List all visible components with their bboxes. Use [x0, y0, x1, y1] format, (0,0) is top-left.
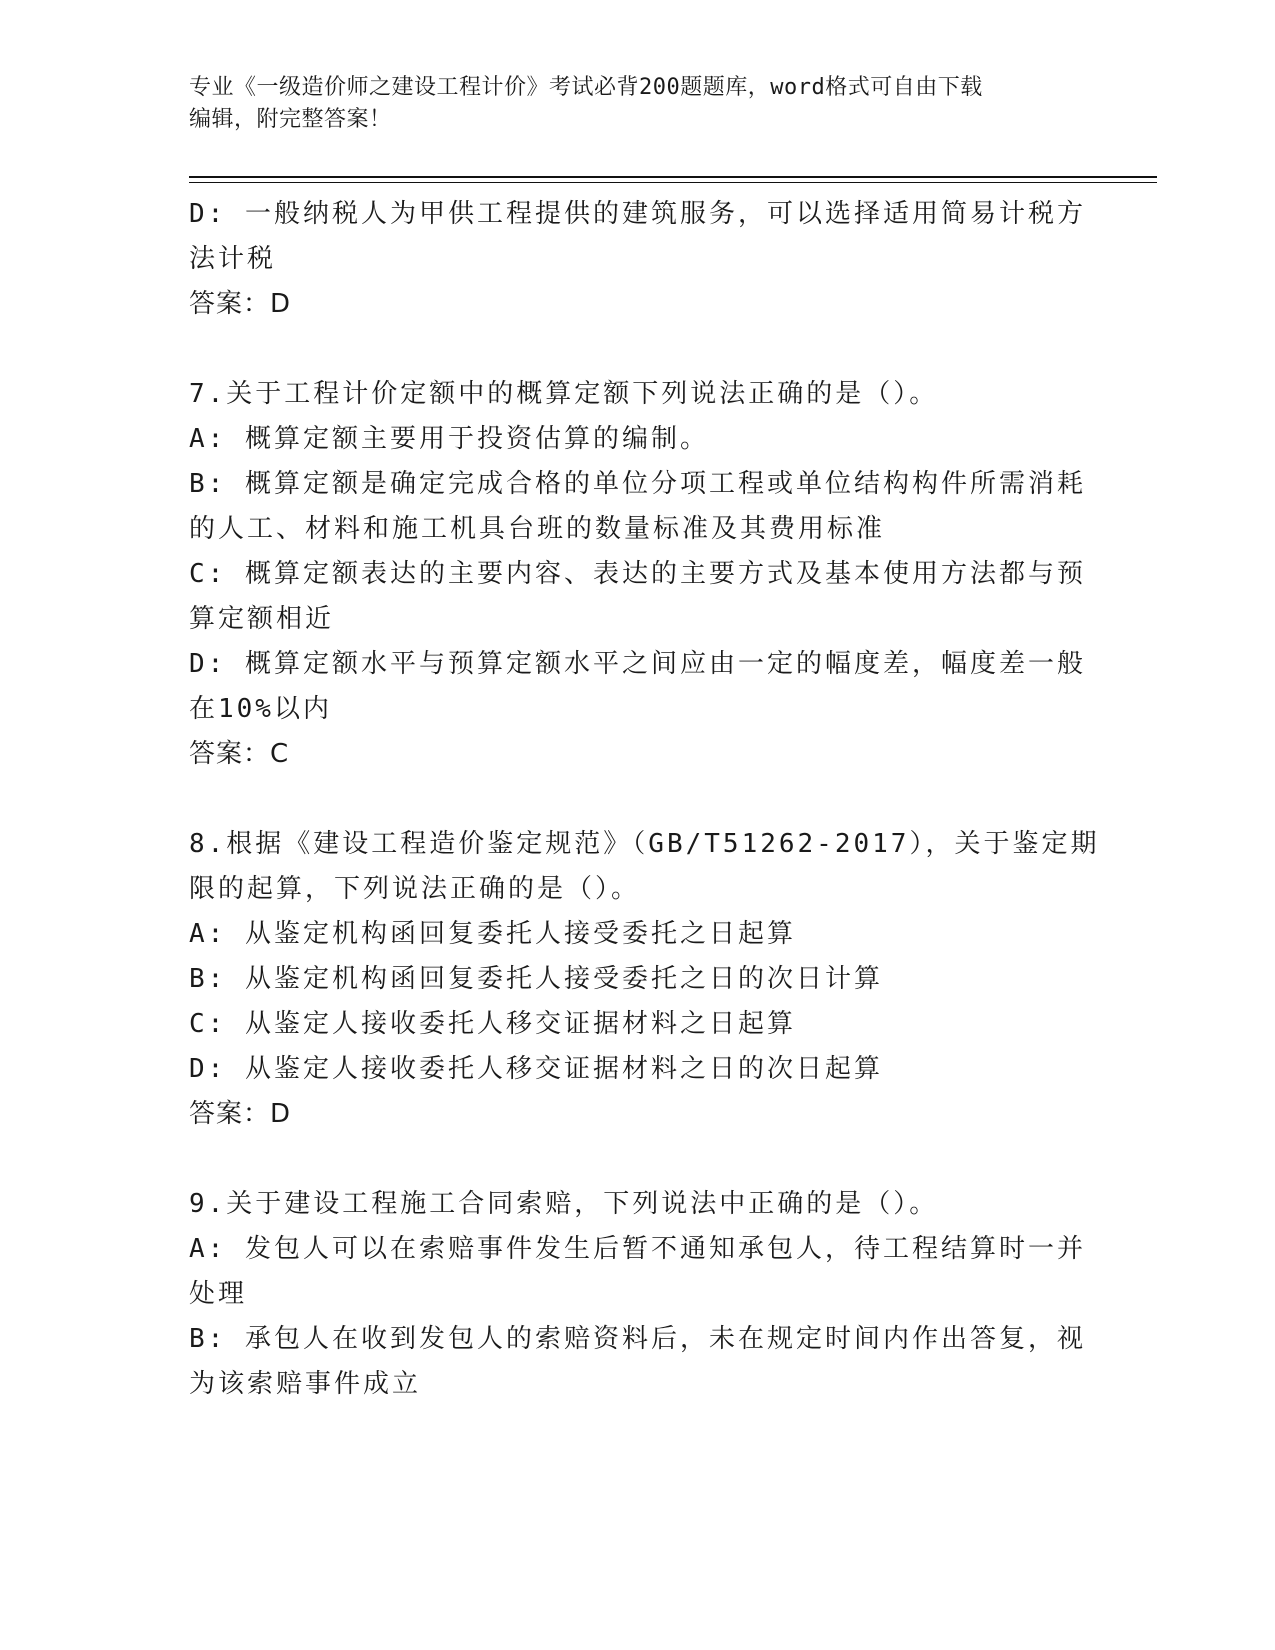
option-line: C: 从鉴定人接收委托人移交证据材料之日起算: [189, 1009, 796, 1039]
question-stem-line: 限的起算，下列说法正确的是（）。: [189, 874, 641, 904]
prev-question: [189, 192, 1086, 327]
option-line: 处理: [189, 1279, 248, 1309]
question-block: [189, 822, 1100, 1137]
question-block: [189, 1182, 1086, 1407]
header-rule-thin: [189, 182, 1157, 183]
header-line-2: 编辑，附完整答案！: [189, 107, 392, 132]
header-line-1: 专业《一级造价师之建设工程计价》考试必背200题题库，word格式可自由下载: [189, 75, 983, 100]
question-spacer: [189, 1137, 1079, 1182]
page-header: [189, 72, 1089, 136]
answer-line: 答案：C: [189, 739, 290, 769]
option-line: 法计税: [189, 244, 277, 274]
document-body: [189, 192, 1100, 1407]
question-list: [189, 327, 1100, 1407]
question-stem-line: 9.关于建设工程施工合同索赔，下列说法中正确的是（）。: [189, 1189, 939, 1219]
option-line: A: 概算定额主要用于投资估算的编制。: [189, 424, 709, 454]
answer-line: 答案：D: [189, 289, 292, 319]
answer-line: 答案：D: [189, 1099, 292, 1129]
option-line: A: 从鉴定机构函回复委托人接受委托之日起算: [189, 919, 796, 949]
question-spacer: [189, 777, 1079, 822]
question-stem-line: 7.关于工程计价定额中的概算定额下列说法正确的是（）。: [189, 379, 939, 409]
header-rule-thick: [189, 176, 1157, 178]
option-line: D: 概算定额水平与预算定额水平之间应由一定的幅度差，幅度差一般: [189, 649, 1086, 679]
option-line: B: 概算定额是确定完成合格的单位分项工程或单位结构构件所需消耗: [189, 469, 1086, 499]
option-line: B: 承包人在收到发包人的索赔资料后，未在规定时间内作出答复，视: [189, 1324, 1086, 1354]
question-spacer: [189, 327, 1079, 372]
question-block: [189, 372, 1086, 777]
option-line: A: 发包人可以在索赔事件发生后暂不通知承包人，待工程结算时一并: [189, 1234, 1086, 1264]
option-line: D: 从鉴定人接收委托人移交证据材料之日的次日起算: [189, 1054, 883, 1084]
option-line: B: 从鉴定机构函回复委托人接受委托之日的次日计算: [189, 964, 883, 994]
option-line: D: 一般纳税人为甲供工程提供的建筑服务，可以选择适用简易计税方: [189, 199, 1086, 229]
option-line: 在10%以内: [189, 694, 332, 724]
option-line: 的人工、材料和施工机具台班的数量标准及其费用标准: [189, 514, 886, 544]
option-line: 算定额相近: [189, 604, 335, 634]
question-stem-line: 8.根据《建设工程造价鉴定规范》（GB/T51262-2017），关于鉴定期: [189, 829, 1100, 859]
option-line: 为该索赔事件成立: [189, 1369, 422, 1399]
option-line: C: 概算定额表达的主要内容、表达的主要方式及基本使用方法都与预: [189, 559, 1086, 589]
